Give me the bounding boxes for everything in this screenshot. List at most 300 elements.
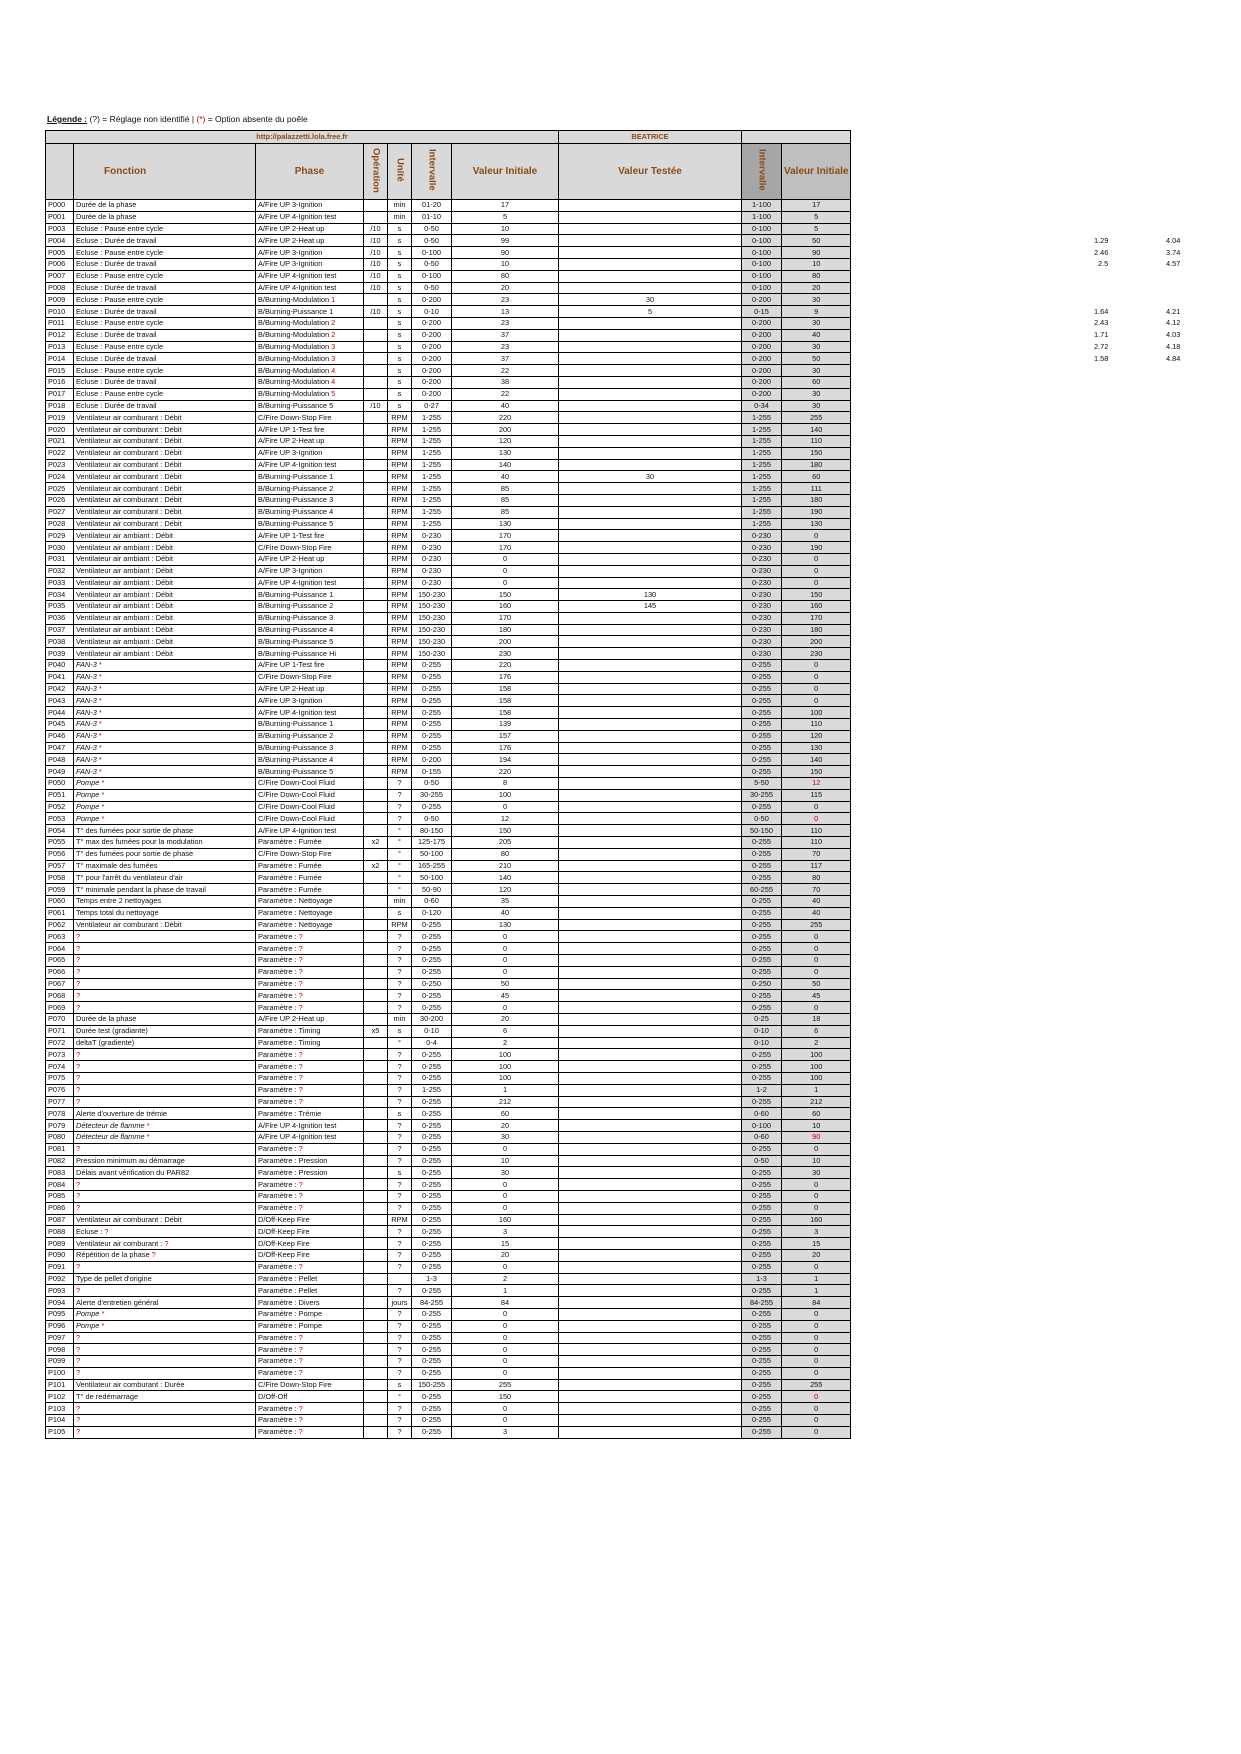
intervalle-cell: 0-50: [412, 235, 452, 247]
fonction-cell: Ecluse : Pause entre cycle: [74, 388, 256, 400]
intervalle-2-cell: 0-255: [742, 837, 782, 849]
intervalle-cell: 0-255: [412, 1249, 452, 1261]
intervalle-cell: 1-255: [412, 1084, 452, 1096]
valeur-testee-cell: [559, 1403, 742, 1415]
valeur-initiale-2-cell: 1: [782, 1285, 851, 1297]
fonction-cell: Ventilateur air comburant : Débit: [74, 447, 256, 459]
intervalle-2-cell: 1-255: [742, 506, 782, 518]
intervalle-2-cell: 0-10: [742, 1037, 782, 1049]
valeur-testee-cell: [559, 955, 742, 967]
table-row: [46, 660, 851, 672]
table-row: [46, 636, 851, 648]
intervalle-cell: 0-250: [412, 978, 452, 990]
operation-cell: [364, 471, 388, 483]
param-code-cell: P103: [46, 1403, 74, 1415]
valeur-initiale-cell: 35: [452, 896, 559, 908]
operation-cell: [364, 1226, 388, 1238]
intervalle-cell: 84-255: [412, 1297, 452, 1309]
valeur-initiale-2-cell: 60: [782, 376, 851, 388]
side-value-a: 1.64: [1094, 306, 1109, 316]
phase-cell: C/Fire Down-Cool Fluid: [256, 778, 364, 790]
valeur-initiale-cell: 170: [452, 612, 559, 624]
param-code-cell: P068: [46, 990, 74, 1002]
intervalle-cell: 0-255: [412, 1344, 452, 1356]
valeur-initiale-2-cell: 255: [782, 412, 851, 424]
phase-cell: A/Fire UP 1-Test fire: [256, 530, 364, 542]
operation-cell: [364, 813, 388, 825]
intervalle-cell: 150-230: [412, 636, 452, 648]
unite-cell: ?: [388, 955, 412, 967]
unite-cell: RPM: [388, 624, 412, 636]
param-code-cell: P095: [46, 1308, 74, 1320]
valeur-testee-cell: [559, 778, 742, 790]
unite-cell: ?: [388, 1426, 412, 1438]
valeur-testee-cell: [559, 612, 742, 624]
intervalle-2-cell: 0-230: [742, 648, 782, 660]
fonction-cell: ?: [74, 955, 256, 967]
intervalle-cell: 1-255: [412, 471, 452, 483]
intervalle-cell: 0-255: [412, 660, 452, 672]
fonction-cell: Temps total du nettoyage: [74, 907, 256, 919]
valeur-initiale-2-cell: 0: [782, 1415, 851, 1427]
valeur-initiale-2-cell: 5: [782, 211, 851, 223]
valeur-initiale-cell: 0: [452, 577, 559, 589]
phase-cell: Paramètre : Pompe: [256, 1308, 364, 1320]
valeur-initiale-cell: 0: [452, 1190, 559, 1202]
operation-cell: /10: [364, 282, 388, 294]
intervalle-cell: 30-200: [412, 1013, 452, 1025]
param-code-cell: P093: [46, 1285, 74, 1297]
valeur-initiale-2-cell: 0: [782, 1332, 851, 1344]
table-row: [46, 648, 851, 660]
valeur-testee-cell: [559, 683, 742, 695]
param-code-cell: P078: [46, 1108, 74, 1120]
table-row: [46, 671, 851, 683]
intervalle-cell: 0-255: [412, 707, 452, 719]
table-row: [46, 400, 851, 412]
valeur-initiale-cell: 100: [452, 1072, 559, 1084]
intervalle-2-cell: 60-255: [742, 884, 782, 896]
operation-cell: [364, 1249, 388, 1261]
fonction-cell: Ventilateur air ambiant : Débit: [74, 624, 256, 636]
operation-cell: /10: [364, 258, 388, 270]
intervalle-cell: 0-255: [412, 730, 452, 742]
valeur-initiale-2-cell: 0: [782, 801, 851, 813]
unite-cell: ?: [388, 1415, 412, 1427]
phase-cell: B/Burning-Puissance 3: [256, 612, 364, 624]
phase-cell: A/Fire UP 4-Ignition test: [256, 459, 364, 471]
fonction-cell: Ventilateur air ambiant : Débit: [74, 530, 256, 542]
operation-cell: [364, 990, 388, 1002]
valeur-testee-cell: [559, 435, 742, 447]
operation-cell: [364, 435, 388, 447]
valeur-testee-cell: 5: [559, 306, 742, 318]
param-code-cell: P102: [46, 1391, 74, 1403]
valeur-initiale-cell: 37: [452, 353, 559, 365]
valeur-initiale-2-cell: 30: [782, 388, 851, 400]
unite-cell: RPM: [388, 601, 412, 613]
table-row: [46, 1214, 851, 1226]
intervalle-cell: 0-255: [412, 919, 452, 931]
valeur-testee-cell: [559, 341, 742, 353]
operation-cell: [364, 1415, 388, 1427]
table-row: [46, 766, 851, 778]
valeur-testee-cell: [559, 530, 742, 542]
table-row: [46, 624, 851, 636]
valeur-testee-cell: [559, 636, 742, 648]
valeur-initiale-cell: 120: [452, 884, 559, 896]
intervalle-2-cell: 0-230: [742, 530, 782, 542]
table-row: [46, 1297, 851, 1309]
valeur-testee-cell: [559, 624, 742, 636]
unite-cell: °: [388, 1391, 412, 1403]
param-code-cell: P087: [46, 1214, 74, 1226]
unite-cell: ?: [388, 1226, 412, 1238]
valeur-testee-cell: [559, 211, 742, 223]
table-row: [46, 565, 851, 577]
unite-cell: RPM: [388, 766, 412, 778]
fonction-cell: Ventilateur air comburant : Débit: [74, 435, 256, 447]
fonction-cell: ?: [74, 943, 256, 955]
valeur-initiale-2-cell: 0: [782, 530, 851, 542]
valeur-initiale-2-cell: 170: [782, 612, 851, 624]
valeur-initiale-2-cell: 115: [782, 789, 851, 801]
valeur-testee-cell: [559, 577, 742, 589]
valeur-testee-cell: [559, 766, 742, 778]
intervalle-2-cell: 0-255: [742, 1190, 782, 1202]
intervalle-2-cell: 1-100: [742, 200, 782, 212]
intervalle-2-cell: 0-255: [742, 943, 782, 955]
valeur-initiale-cell: 22: [452, 365, 559, 377]
operation-cell: [364, 931, 388, 943]
valeur-initiale-2-cell: 0: [782, 1308, 851, 1320]
table-row: [46, 919, 851, 931]
valeur-initiale-2-cell: 20: [782, 1249, 851, 1261]
intervalle-cell: 0-100: [412, 247, 452, 259]
intervalle-cell: 0-230: [412, 542, 452, 554]
side-value-b: 3.74: [1166, 247, 1181, 257]
intervalle-2-cell: 0-200: [742, 388, 782, 400]
fonction-cell: Durée de la phase: [74, 1013, 256, 1025]
valeur-testee-cell: [559, 931, 742, 943]
site-url-header: http://palazzetti.lola.free.fr: [46, 131, 559, 144]
fonction-cell: ?: [74, 1426, 256, 1438]
valeur-initiale-cell: 80: [452, 270, 559, 282]
intervalle-2-cell: 0-255: [742, 872, 782, 884]
intervalle-cell: 0-255: [412, 1426, 452, 1438]
operation-cell: [364, 1261, 388, 1273]
valeur-initiale-cell: 0: [452, 1143, 559, 1155]
valeur-initiale-2-cell: 0: [782, 671, 851, 683]
valeur-testee-cell: [559, 270, 742, 282]
table-row: [46, 1120, 851, 1132]
valeur-initiale-cell: 212: [452, 1096, 559, 1108]
param-code-cell: P030: [46, 542, 74, 554]
valeur-testee-cell: [559, 742, 742, 754]
param-code-cell: P071: [46, 1025, 74, 1037]
intervalle-2-cell: 1-255: [742, 412, 782, 424]
param-code-cell: P059: [46, 884, 74, 896]
header-row-top: [46, 131, 851, 144]
phase-cell: B/Burning-Puissance 5: [256, 636, 364, 648]
phase-cell: A/Fire UP 3-Ignition: [256, 247, 364, 259]
table-row: [46, 341, 851, 353]
fonction-cell: Temps entre 2 nettoyages: [74, 896, 256, 908]
valeur-testee-cell: [559, 872, 742, 884]
valeur-initiale-2-cell: 0: [782, 1356, 851, 1368]
valeur-initiale-2-cell: 50: [782, 353, 851, 365]
table-row: [46, 978, 851, 990]
unite-cell: °: [388, 884, 412, 896]
valeur-testee-cell: [559, 707, 742, 719]
phase-cell: A/Fire UP 2-Heat up: [256, 683, 364, 695]
table-row: [46, 447, 851, 459]
operation-cell: [364, 754, 388, 766]
valeur-initiale-cell: 0: [452, 565, 559, 577]
intervalle-cell: 0-255: [412, 1061, 452, 1073]
intervalle-2-cell: 0-255: [742, 907, 782, 919]
fonction-cell: Ventilateur air ambiant : Débit: [74, 553, 256, 565]
fonction-cell: Pompe *: [74, 801, 256, 813]
table-row: [46, 860, 851, 872]
param-code-cell: P019: [46, 412, 74, 424]
table-row: [46, 1344, 851, 1356]
valeur-testee-cell: [559, 671, 742, 683]
table-row: [46, 1167, 851, 1179]
valeur-testee-cell: [559, 447, 742, 459]
unite-cell: s: [388, 223, 412, 235]
valeur-testee-cell: [559, 860, 742, 872]
phase-cell: B/Burning-Puissance 1: [256, 589, 364, 601]
param-code-cell: P011: [46, 317, 74, 329]
fonction-cell: FAN-3 *: [74, 695, 256, 707]
intervalle-2-cell: 0-255: [742, 719, 782, 731]
valeur-initiale-2-cell: 100: [782, 707, 851, 719]
unite-cell: ?: [388, 1308, 412, 1320]
valeur-testee-cell: [559, 1108, 742, 1120]
intervalle-2-cell: 0-255: [742, 1344, 782, 1356]
unite-cell: ?: [388, 1143, 412, 1155]
operation-cell: [364, 1308, 388, 1320]
valeur-testee-cell: [559, 1013, 742, 1025]
fonction-cell: Type de pellet d'origine: [74, 1273, 256, 1285]
valeur-testee-cell: 30: [559, 294, 742, 306]
table-row: [46, 778, 851, 790]
valeur-initiale-cell: 13: [452, 306, 559, 318]
operation-cell: [364, 1332, 388, 1344]
intervalle-cell: 0-255: [412, 1214, 452, 1226]
valeur-initiale-2-cell: 0: [782, 1344, 851, 1356]
valeur-testee-cell: [559, 494, 742, 506]
valeur-initiale-cell: 0: [452, 966, 559, 978]
param-code-cell: P007: [46, 270, 74, 282]
intervalle-cell: 0-200: [412, 376, 452, 388]
intervalle-2-cell: 1-255: [742, 483, 782, 495]
fonction-cell: T° de redémarrage: [74, 1391, 256, 1403]
fonction-cell: Pression minimum au démarrage: [74, 1155, 256, 1167]
table-row: [46, 270, 851, 282]
param-code-cell: P029: [46, 530, 74, 542]
intervalle-cell: 0-255: [412, 742, 452, 754]
fonction-cell: Ecluse : Pause entre cycle: [74, 317, 256, 329]
fonction-cell: Ventilateur air ambiant : Débit: [74, 565, 256, 577]
valeur-testee-cell: [559, 565, 742, 577]
param-code-cell: P033: [46, 577, 74, 589]
phase-cell: A/Fire UP 4-Ignition test: [256, 270, 364, 282]
phase-cell: B/Burning-Modulation 2: [256, 317, 364, 329]
valeur-initiale-cell: 0: [452, 1308, 559, 1320]
param-code-cell: P098: [46, 1344, 74, 1356]
unite-cell: ?: [388, 1261, 412, 1273]
phase-cell: Paramètre : Fumée: [256, 837, 364, 849]
valeur-initiale-cell: 40: [452, 400, 559, 412]
table-row: [46, 518, 851, 530]
intervalle2-column-header: Intervalle: [742, 144, 782, 200]
unite-cell: RPM: [388, 589, 412, 601]
phase-cell: B/Burning-Modulation 4: [256, 376, 364, 388]
unite-cell: RPM: [388, 459, 412, 471]
valeur-testee-cell: [559, 282, 742, 294]
fonction-cell: ?: [74, 1179, 256, 1191]
valeur-initiale-cell: 200: [452, 636, 559, 648]
param-code-cell: P022: [46, 447, 74, 459]
operation-cell: [364, 353, 388, 365]
intervalle-2-cell: 0-255: [742, 1261, 782, 1273]
valeur-initiale-cell: 85: [452, 506, 559, 518]
phase-cell: A/Fire UP 2-Heat up: [256, 553, 364, 565]
valeur-initiale-cell: 176: [452, 742, 559, 754]
operation-cell: [364, 695, 388, 707]
fonction-cell: Ventilateur air ambiant : Débit: [74, 612, 256, 624]
valeur-testee-cell: [559, 919, 742, 931]
intervalle-cell: 0-50: [412, 778, 452, 790]
fonction-cell: Ecluse : Durée de travail: [74, 376, 256, 388]
fonction-cell: Ventilateur air ambiant : Débit: [74, 589, 256, 601]
unite-cell: RPM: [388, 494, 412, 506]
intervalle-2-cell: 0-250: [742, 978, 782, 990]
intervalle-2-cell: 1-255: [742, 494, 782, 506]
valeur-initiale-cell: 0: [452, 1332, 559, 1344]
intervalle-cell: 50-100: [412, 848, 452, 860]
param-code-cell: P009: [46, 294, 74, 306]
intervalle-cell: 150-230: [412, 648, 452, 660]
unite-cell: ?: [388, 1403, 412, 1415]
table-row: [46, 365, 851, 377]
fonction-cell: Répétition de la phase ?: [74, 1249, 256, 1261]
valeur-initiale-cell: 0: [452, 553, 559, 565]
table-row: [46, 317, 851, 329]
valeur-testee-cell: [559, 1084, 742, 1096]
unite-cell: ?: [388, 1002, 412, 1014]
valeur-initiale-cell: 210: [452, 860, 559, 872]
valeur-initiale-2-cell: 120: [782, 730, 851, 742]
operation-cell: [364, 376, 388, 388]
valeur-initiale-cell: 0: [452, 801, 559, 813]
intervalle-2-cell: 0-255: [742, 1426, 782, 1438]
intervalle-cell: 0-100: [412, 270, 452, 282]
intervalle-cell: 0-255: [412, 801, 452, 813]
phase-cell: Paramètre : Pellet: [256, 1285, 364, 1297]
valeur-initiale-2-cell: 30: [782, 1167, 851, 1179]
unite-cell: ?: [388, 978, 412, 990]
unite-cell: s: [388, 294, 412, 306]
param-code-cell: P042: [46, 683, 74, 695]
phase-cell: Paramètre : ?: [256, 1426, 364, 1438]
table-row: [46, 223, 851, 235]
intervalle-cell: 150-230: [412, 624, 452, 636]
phase-cell: A/Fire UP 3-Ignition: [256, 258, 364, 270]
operation-cell: [364, 1379, 388, 1391]
table-row: [46, 1238, 851, 1250]
table-row: [46, 329, 851, 341]
fonction-cell: Ecluse : ?: [74, 1226, 256, 1238]
valeur-testee-cell: [559, 365, 742, 377]
valeur-initiale-2-cell: 130: [782, 742, 851, 754]
intervalle-cell: 0-255: [412, 943, 452, 955]
operation-cell: [364, 919, 388, 931]
unite-cell: RPM: [388, 1214, 412, 1226]
valeur-initiale-cell: 0: [452, 1415, 559, 1427]
valeur-initiale-cell: 0: [452, 1320, 559, 1332]
param-code-cell: P064: [46, 943, 74, 955]
intervalle-cell: 0-255: [412, 1356, 452, 1368]
valeur-testee-cell: [559, 896, 742, 908]
valeur-testee-cell: [559, 1285, 742, 1297]
valeur-testee-cell: [559, 719, 742, 731]
table-row: [46, 376, 851, 388]
unite-cell: ?: [388, 943, 412, 955]
table-row: [46, 435, 851, 447]
valeur-testee-cell: [559, 1025, 742, 1037]
unite-cell: [388, 1273, 412, 1285]
phase-cell: Paramètre : ?: [256, 955, 364, 967]
intervalle-cell: 0-255: [412, 719, 452, 731]
intervalle-2-cell: 0-255: [742, 754, 782, 766]
valeur-testee-cell: [559, 553, 742, 565]
valeur-initiale-cell: 10: [452, 1155, 559, 1167]
intervalle-cell: 0-10: [412, 306, 452, 318]
valeur-initiale-2-cell: 0: [782, 966, 851, 978]
fonction-cell: ?: [74, 990, 256, 1002]
valeur-initiale-2-cell: 255: [782, 919, 851, 931]
param-code-cell: P072: [46, 1037, 74, 1049]
side-value-a: 2.46: [1094, 247, 1109, 257]
valeur-initiale-cell: 170: [452, 542, 559, 554]
table-row: [46, 1285, 851, 1297]
phase-cell: B/Burning-Modulation 5: [256, 388, 364, 400]
fonction-cell: Ecluse : Pause entre cycle: [74, 223, 256, 235]
phase-cell: Paramètre : ?: [256, 1190, 364, 1202]
phase-cell: B/Burning-Puissance 3: [256, 494, 364, 506]
param-code-cell: P015: [46, 365, 74, 377]
fonction-cell: ?: [74, 1403, 256, 1415]
intervalle-2-cell: 0-255: [742, 707, 782, 719]
valeur-initiale-2-cell: 0: [782, 1320, 851, 1332]
intervalle-2-cell: 0-100: [742, 223, 782, 235]
param-code-cell: P062: [46, 919, 74, 931]
table-row: [46, 825, 851, 837]
table-row: [46, 1249, 851, 1261]
valeur-initiale-cell: 0: [452, 955, 559, 967]
intervalle-2-cell: 0-255: [742, 990, 782, 1002]
operation-cell: [364, 612, 388, 624]
intervalle-2-cell: 0-200: [742, 317, 782, 329]
param-code-cell: P086: [46, 1202, 74, 1214]
fonction-cell: Ecluse : Pause entre cycle: [74, 270, 256, 282]
unite-cell: s: [388, 258, 412, 270]
fonction-cell: ?: [74, 1084, 256, 1096]
phase-cell: A/Fire UP 4-Ignition test: [256, 577, 364, 589]
